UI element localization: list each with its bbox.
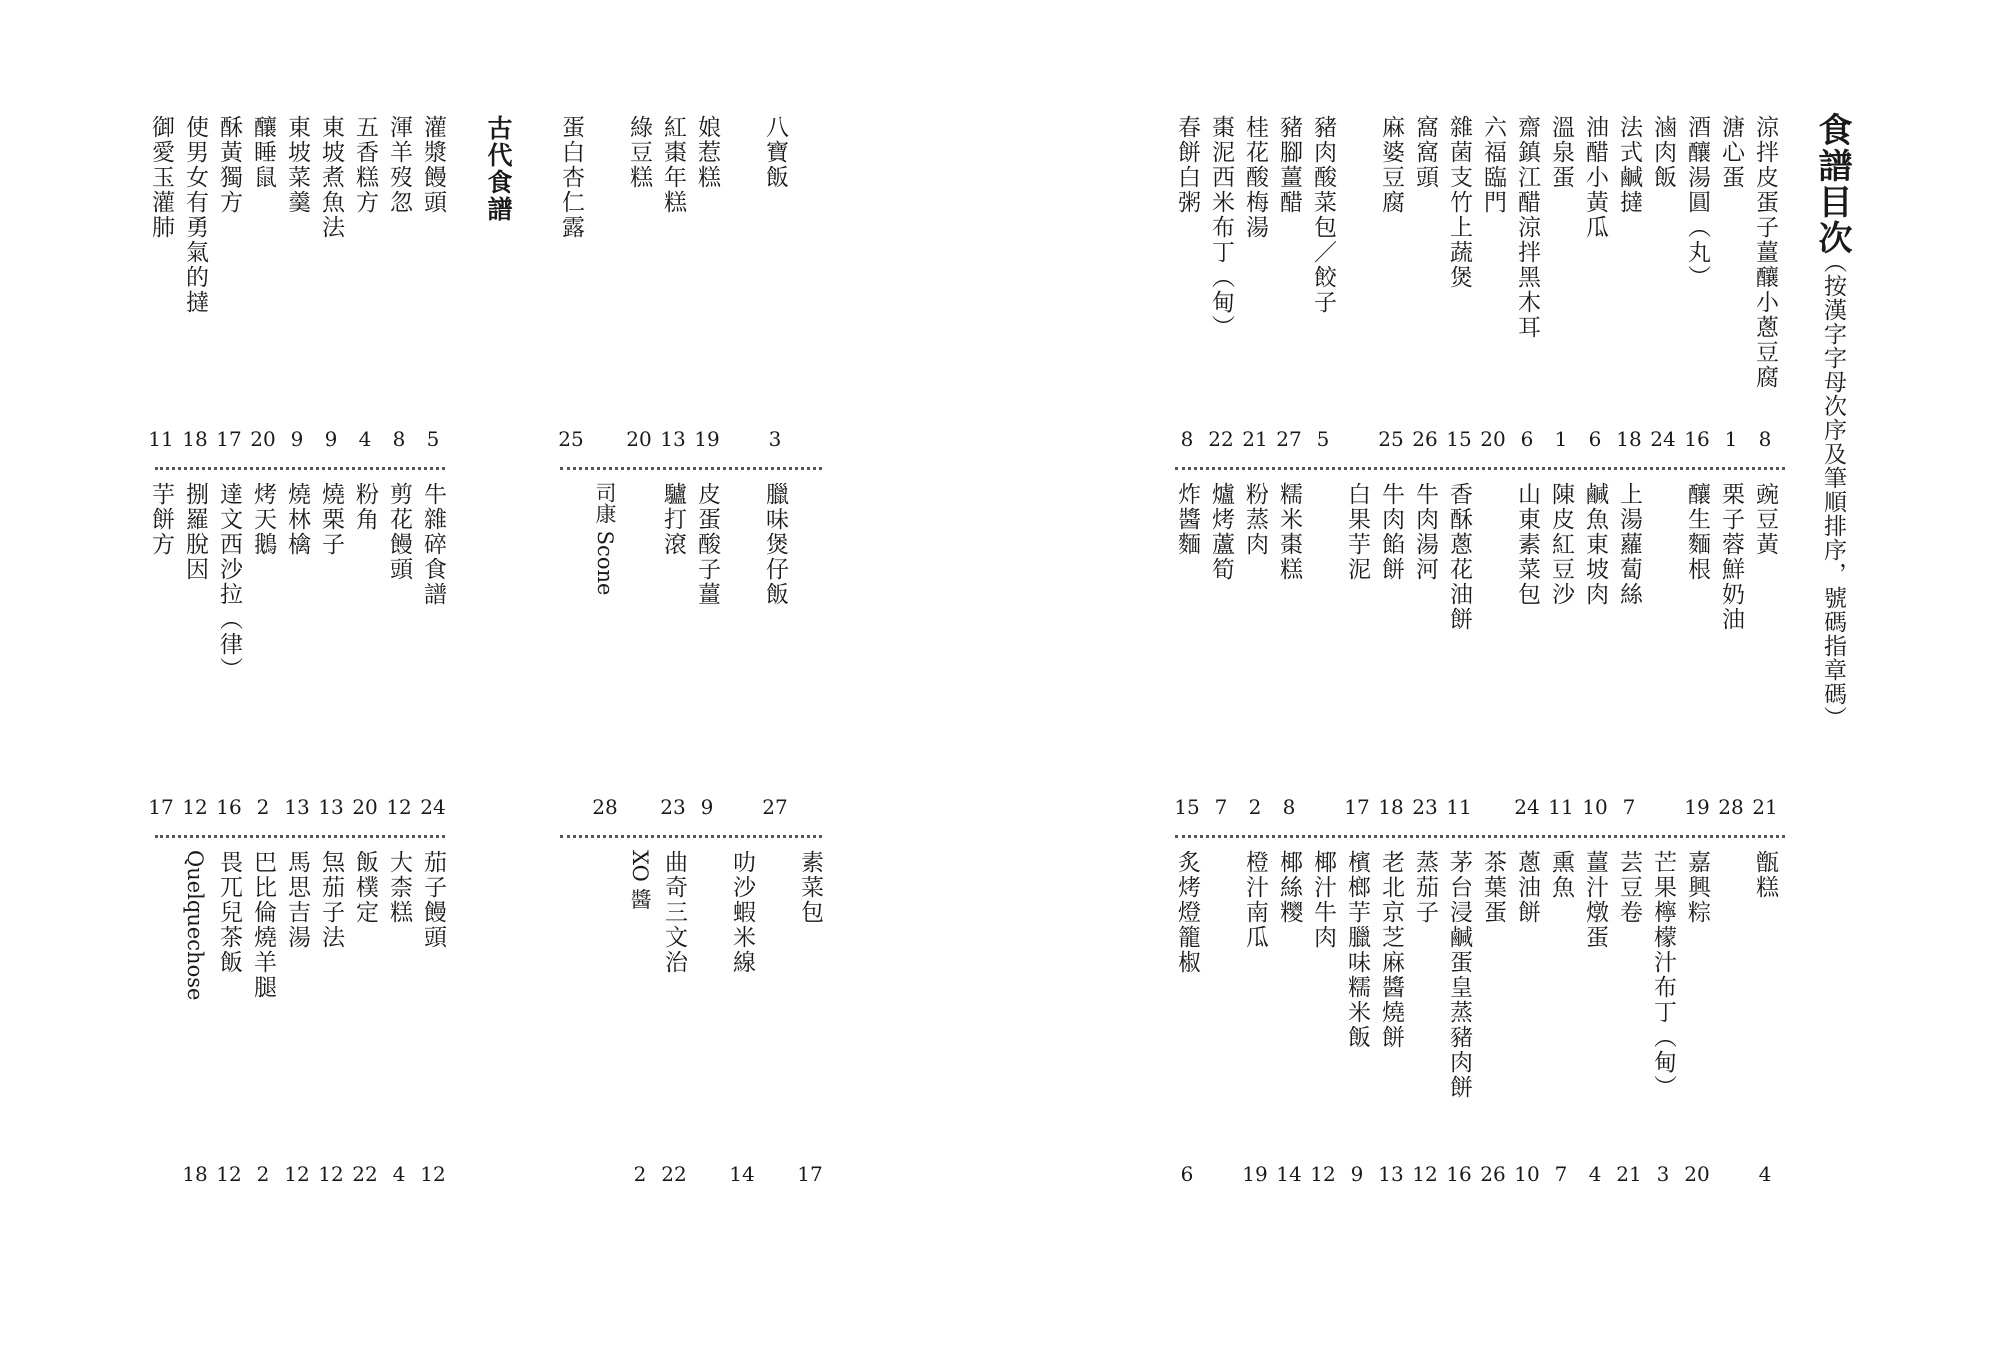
toc-entry-name: 酥黃獨方 xyxy=(216,115,242,215)
toc-entry-chapter: 23 xyxy=(660,795,686,819)
toc-entry-name: 油醋小黃瓜 xyxy=(1582,115,1608,240)
toc-entry-chapter: 8 xyxy=(1282,795,1296,819)
toc-entry-chapter: 11 xyxy=(1548,795,1574,819)
toc-entry-name: 飯樸定 xyxy=(352,850,378,925)
toc-entry-chapter: 26 xyxy=(1480,1162,1506,1186)
toc-entry-name: 陳皮紅豆沙 xyxy=(1548,482,1574,607)
toc-entry-chapter: 11 xyxy=(1446,795,1472,819)
toc-entry-name: 桂花酸梅湯 xyxy=(1242,115,1268,240)
toc-entry-name: 嘉興粽 xyxy=(1684,850,1710,925)
toc-entry-name: 齋鎮江醋涼拌黑木耳 xyxy=(1514,115,1540,340)
toc-entry-chapter: 7 xyxy=(1554,1162,1568,1186)
toc-entry-name: 檳榔芋臘味糯米飯 xyxy=(1344,850,1370,1050)
toc-entry-chapter: 12 xyxy=(284,1162,310,1186)
toc-entry-name: 娘惹糕 xyxy=(694,115,720,190)
toc-entry-name: Quelquechose xyxy=(183,850,207,1001)
toc-entry-chapter: 22 xyxy=(661,1162,687,1186)
toc-entry-chapter: 21 xyxy=(1752,795,1778,819)
toc-entry-chapter: 18 xyxy=(1378,795,1404,819)
toc-entry-name: 栗子蓉鮮奶油 xyxy=(1718,482,1744,632)
toc-entry-chapter: 11 xyxy=(148,427,174,451)
toc-entry-name: 鹹魚東坡肉 xyxy=(1582,482,1608,607)
toc-entry-name: 茶葉蛋 xyxy=(1480,850,1506,925)
toc-entry-name: 法式鹹撻 xyxy=(1616,115,1642,215)
toc-entry-chapter: 22 xyxy=(352,1162,378,1186)
toc-entry-name: 燒栗子 xyxy=(318,482,344,557)
toc-entry-chapter: 20 xyxy=(352,795,378,819)
toc-entry-chapter: 8 xyxy=(1180,427,1194,451)
toc-entry-chapter: 8 xyxy=(392,427,406,451)
toc-entry-chapter: 12 xyxy=(1310,1162,1336,1186)
toc-entry-name: 白果芋泥 xyxy=(1344,482,1370,582)
toc-entry-chapter: 16 xyxy=(1446,1162,1472,1186)
toc-entry-name: 椰汁牛肉 xyxy=(1310,850,1336,950)
toc-entry-chapter: 1 xyxy=(1724,427,1738,451)
toc-entry-chapter: 2 xyxy=(633,1162,647,1186)
toc-entry-name: 達文西沙拉（律） xyxy=(216,482,242,682)
toc-entry-name: 香酥蔥花油餅 xyxy=(1446,482,1472,632)
toc-entry-name: 東坡煮魚法 xyxy=(318,115,344,240)
toc-entry-name: 牛肉餡餅 xyxy=(1378,482,1404,582)
toc-entry-name: 皮蛋酸子薑 xyxy=(694,482,720,607)
dotted-divider xyxy=(1175,835,1785,838)
toc-entry-chapter: 12 xyxy=(182,795,208,819)
toc-entry-chapter: 18 xyxy=(182,427,208,451)
toc-entry-chapter: 16 xyxy=(216,795,242,819)
toc-entry-chapter: 17 xyxy=(216,427,242,451)
toc-entry-chapter: 20 xyxy=(626,427,652,451)
toc-entry-name: 炙烤燈籠椒 xyxy=(1174,850,1200,975)
toc-entry-chapter: 14 xyxy=(1276,1162,1302,1186)
toc-entry-name: 豬腳薑醋 xyxy=(1276,115,1302,215)
toc-entry-chapter: 9 xyxy=(1350,1162,1364,1186)
toc-entry-name: 使男女有勇氣的撻 xyxy=(182,115,208,315)
toc-entry-chapter: 6 xyxy=(1180,1162,1194,1186)
toc-entry-name: 茅台浸鹹蛋皇蒸豬肉餅 xyxy=(1446,850,1472,1100)
toc-entry-name: 畏兀兒茶飯 xyxy=(216,850,242,975)
toc-entry-chapter: 13 xyxy=(1378,1162,1404,1186)
toc-entry-name: 麻婆豆腐 xyxy=(1378,115,1404,215)
toc-entry-chapter: 13 xyxy=(318,795,344,819)
toc-entry-chapter: 4 xyxy=(1758,1162,1772,1186)
toc-entry-chapter: 18 xyxy=(1616,427,1642,451)
toc-entry-name: 大柰糕 xyxy=(386,850,412,925)
toc-entry-chapter: 3 xyxy=(1656,1162,1670,1186)
toc-entry-name: 甑糕 xyxy=(1752,850,1778,900)
toc-entry-chapter: 25 xyxy=(558,427,584,451)
toc-entry-name: 滷肉飯 xyxy=(1650,115,1676,190)
toc-entry-name: 窩窩頭 xyxy=(1412,115,1438,190)
toc-entry-chapter: 20 xyxy=(1480,427,1506,451)
toc-entry-chapter: 24 xyxy=(420,795,446,819)
toc-entry-name: 司康 Scone xyxy=(593,482,617,596)
dotted-divider xyxy=(155,835,445,838)
toc-entry-chapter: 7 xyxy=(1622,795,1636,819)
section-heading-ancient: 古代食譜 xyxy=(484,115,513,223)
toc-entry-chapter: 8 xyxy=(1758,427,1772,451)
toc-entry-name: 剪花饅頭 xyxy=(386,482,412,582)
toc-entry-name: 涼拌皮蛋子薑釀小蔥豆腐 xyxy=(1752,115,1778,390)
toc-entry-name: 山東素菜包 xyxy=(1514,482,1540,607)
toc-entry-name: 茄子饅頭 xyxy=(420,850,446,950)
toc-entry-name: 燒林檎 xyxy=(284,482,310,557)
toc-entry-name: 蒸茄子 xyxy=(1412,850,1438,925)
toc-entry-name: 薑汁燉蛋 xyxy=(1582,850,1608,950)
toc-entry-name: 上湯蘿蔔絲 xyxy=(1616,482,1642,607)
toc-entry-name: 紅棗年糕 xyxy=(660,115,686,215)
toc-entry-chapter: 19 xyxy=(1684,795,1710,819)
toc-entry-chapter: 7 xyxy=(1214,795,1228,819)
toc-entry-chapter: 4 xyxy=(1588,1162,1602,1186)
toc-entry-chapter: 6 xyxy=(1520,427,1534,451)
toc-entry-chapter: 19 xyxy=(1242,1162,1268,1186)
toc-entry-name: 素菜包 xyxy=(797,850,823,925)
toc-entry-chapter: 2 xyxy=(1248,795,1262,819)
toc-entry-chapter: 1 xyxy=(1554,427,1568,451)
toc-entry-name: 爐烤蘆筍 xyxy=(1208,482,1234,582)
toc-entry-chapter: 24 xyxy=(1514,795,1540,819)
toc-entry-chapter: 10 xyxy=(1514,1162,1540,1186)
toc-entry-chapter: 3 xyxy=(768,427,782,451)
toc-entry-name: 灌漿饅頭 xyxy=(420,115,446,215)
toc-entry-chapter: 22 xyxy=(1208,427,1234,451)
toc-entry-name: 橙汁南瓜 xyxy=(1242,850,1268,950)
toc-entry-name: 蔥油餅 xyxy=(1514,850,1540,925)
toc-entry-chapter: 28 xyxy=(592,795,618,819)
toc-entry-name: 巴比倫燒羊腿 xyxy=(250,850,276,1000)
toc-entry-chapter: 28 xyxy=(1718,795,1744,819)
toc-entry-chapter: 13 xyxy=(660,427,686,451)
toc-entry-name: 雜菌支竹上蔬煲 xyxy=(1446,115,1472,290)
toc-entry-chapter: 12 xyxy=(318,1162,344,1186)
toc-entry-chapter: 23 xyxy=(1412,795,1438,819)
toc-entry-name: 棗泥西米布丁（甸） xyxy=(1208,115,1234,340)
toc-entry-name: 五香糕方 xyxy=(352,115,378,215)
toc-entry-chapter: 6 xyxy=(1588,427,1602,451)
toc-entry-name: 炰茄子法 xyxy=(318,850,344,950)
toc-entry-name: 豬肉酸菜包／餃子 xyxy=(1310,115,1336,315)
toc-entry-chapter: 4 xyxy=(358,427,372,451)
toc-entry-name: 牛肉湯河 xyxy=(1412,482,1438,582)
toc-entry-chapter: 27 xyxy=(1276,427,1302,451)
toc-entry-chapter: 25 xyxy=(1378,427,1404,451)
toc-entry-chapter: 13 xyxy=(284,795,310,819)
toc-entry-chapter: 9 xyxy=(324,427,338,451)
toc-entry-name: 釀睡鼠 xyxy=(250,115,276,190)
dotted-divider xyxy=(560,467,822,470)
toc-entry-name: 豌豆黃 xyxy=(1752,482,1778,557)
dotted-divider xyxy=(155,467,445,470)
toc-entry-chapter: 24 xyxy=(1650,427,1676,451)
toc-entry-chapter: 15 xyxy=(1174,795,1200,819)
toc-entry-name: 釀生麵根 xyxy=(1684,482,1710,582)
toc-entry-name: 御愛玉灌肺 xyxy=(148,115,174,240)
toc-entry-name: 芋餅方 xyxy=(148,482,174,557)
toc-entry-chapter: 15 xyxy=(1446,427,1472,451)
toc-entry-chapter: 12 xyxy=(216,1162,242,1186)
toc-entry-name: 渾羊歿忽 xyxy=(386,115,412,215)
toc-entry-name: 芒果檸檬汁布丁（甸） xyxy=(1650,850,1676,1100)
toc-entry-chapter: 5 xyxy=(1316,427,1330,451)
toc-entry-name: 曲奇三文治 xyxy=(661,850,687,975)
toc-entry-name: 春餅白粥 xyxy=(1174,115,1200,215)
toc-entry-name: 蛋白杏仁露 xyxy=(558,115,584,240)
toc-entry-name: 牛雜碎食譜 xyxy=(420,482,446,607)
toc-entry-chapter: 18 xyxy=(182,1162,208,1186)
toc-entry-chapter: 9 xyxy=(290,427,304,451)
toc-entry-chapter: 12 xyxy=(1412,1162,1438,1186)
toc-entry-name: 熏魚 xyxy=(1548,850,1574,900)
toc-entry-name: 粉蒸肉 xyxy=(1242,482,1268,557)
toc-entry-chapter: 20 xyxy=(250,427,276,451)
toc-entry-chapter: 2 xyxy=(256,1162,270,1186)
toc-subtitle: （按漢字字母次序及筆順排序，號碼指章碼） xyxy=(1820,250,1846,730)
toc-entry-name: 炸醬麵 xyxy=(1174,482,1200,557)
toc-entry-chapter: 14 xyxy=(729,1162,755,1186)
toc-entry-name: 溏心蛋 xyxy=(1718,115,1744,190)
toc-entry-chapter: 2 xyxy=(256,795,270,819)
toc-entry-chapter: 9 xyxy=(700,795,714,819)
toc-entry-name: 驢打滾 xyxy=(660,482,686,557)
toc-entry-chapter: 19 xyxy=(694,427,720,451)
toc-entry-name: 六福臨門 xyxy=(1480,115,1506,215)
toc-entry-name: XO 醬 xyxy=(628,850,652,910)
toc-entry-name: 東坡菜羹 xyxy=(284,115,310,215)
toc-title: 食譜目次 xyxy=(1812,112,1852,256)
toc-entry-name: 捌羅脫因 xyxy=(182,482,208,582)
toc-entry-name: 粉角 xyxy=(352,482,378,532)
dotted-divider xyxy=(560,835,822,838)
toc-entry-chapter: 17 xyxy=(1344,795,1370,819)
dotted-divider xyxy=(1175,467,1785,470)
toc-entry-chapter: 17 xyxy=(797,1162,823,1186)
toc-entry-name: 臘味煲仔飯 xyxy=(762,482,788,607)
toc-entry-name: 叻沙蝦米線 xyxy=(729,850,755,975)
toc-entry-name: 馬思吉湯 xyxy=(284,850,310,950)
toc-entry-name: 酒釀湯圓（丸） xyxy=(1684,115,1710,290)
toc-entry-chapter: 21 xyxy=(1616,1162,1642,1186)
toc-entry-chapter: 17 xyxy=(148,795,174,819)
toc-entry-chapter: 27 xyxy=(762,795,788,819)
toc-entry-chapter: 16 xyxy=(1684,427,1710,451)
toc-entry-name: 溫泉蛋 xyxy=(1548,115,1574,190)
toc-entry-chapter: 20 xyxy=(1684,1162,1710,1186)
toc-entry-chapter: 5 xyxy=(426,427,440,451)
toc-entry-chapter: 4 xyxy=(392,1162,406,1186)
toc-entry-name: 烤天鵝 xyxy=(250,482,276,557)
toc-entry-name: 綠豆糕 xyxy=(626,115,652,190)
toc-entry-name: 糯米棗糕 xyxy=(1276,482,1302,582)
toc-entry-chapter: 26 xyxy=(1412,427,1438,451)
toc-entry-chapter: 12 xyxy=(420,1162,446,1186)
toc-entry-name: 老北京芝麻醬燒餅 xyxy=(1378,850,1404,1050)
toc-entry-chapter: 12 xyxy=(386,795,412,819)
toc-entry-name: 八寶飯 xyxy=(762,115,788,190)
toc-entry-name: 芸豆卷 xyxy=(1616,850,1642,925)
toc-entry-name: 椰絲糭 xyxy=(1276,850,1302,925)
toc-entry-chapter: 21 xyxy=(1242,427,1268,451)
toc-entry-chapter: 10 xyxy=(1582,795,1608,819)
